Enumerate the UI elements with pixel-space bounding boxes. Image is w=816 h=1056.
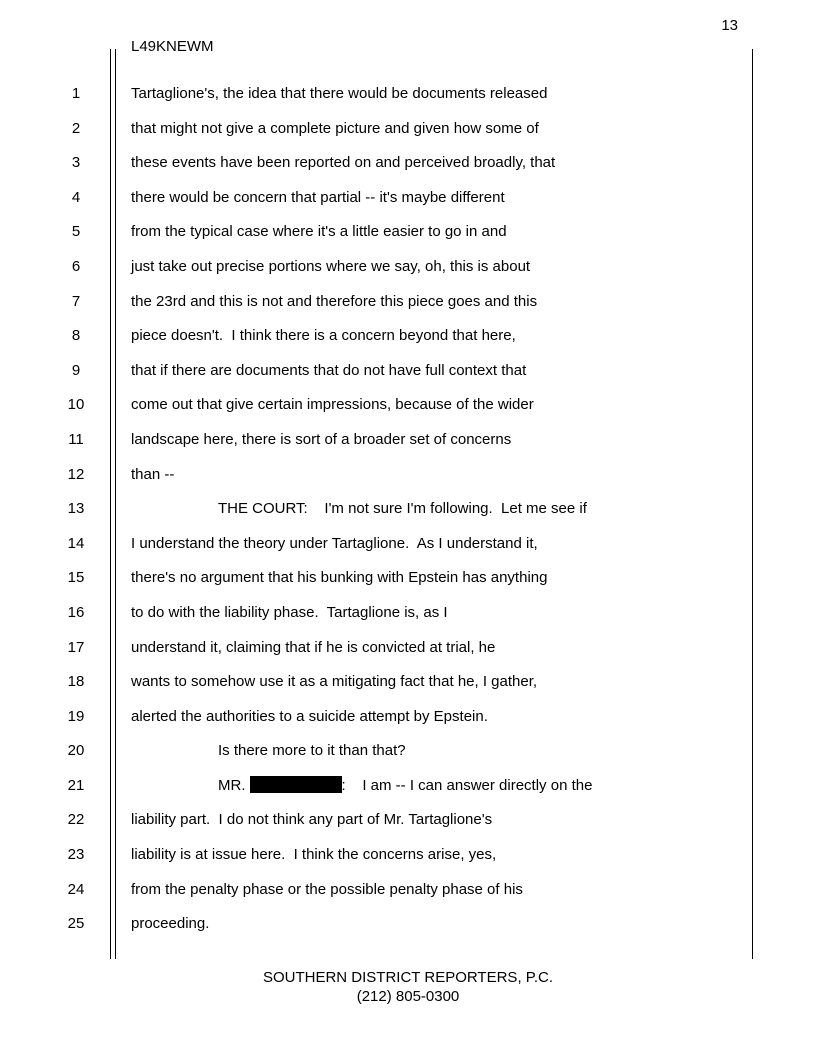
line-number: 24 [67, 880, 85, 898]
line-text: to do with the liability phase. Tartaglione is, as I [131, 603, 448, 621]
transcript-line-12 [0, 465, 816, 500]
line-text: liability part. I do not think any part of Mr. Tartaglione's [131, 811, 493, 829]
line-number: 3 [71, 154, 81, 172]
line-text [218, 776, 592, 796]
line-number: 13 [67, 500, 85, 518]
line-number: 1 [71, 85, 81, 102]
line-text: from the penalty phase or the possible penalty phase of his [131, 880, 523, 898]
page-number: 13 [721, 17, 738, 34]
line-number: 25 [67, 915, 85, 933]
transcript-line-3 [0, 153, 816, 188]
transcript-line-9 [0, 361, 816, 396]
line-number: 18 [67, 673, 85, 691]
transcript-line-21 [0, 776, 816, 811]
line-number: 21 [67, 776, 85, 794]
transcript-line-18 [0, 672, 816, 707]
line-text: these events have been reported on and perceived broadly, that [131, 154, 556, 172]
line-text: proceeding. [131, 915, 210, 933]
line-number: 8 [71, 327, 81, 345]
transcript-line-16 [0, 603, 816, 638]
transcript-line-11 [0, 430, 816, 465]
line-number: 22 [67, 811, 85, 829]
footer-reporter-name: SOUTHERN DISTRICT REPORTERS, P.C. [262, 969, 554, 986]
transcript-line-14 [0, 534, 816, 569]
transcript-line-4 [0, 188, 816, 223]
footer [0, 968, 816, 1006]
line-number: 4 [71, 188, 81, 206]
line-text: that might not give a complete picture and given how some of [131, 119, 539, 137]
line-number: 11 [68, 430, 84, 448]
line-text: wants to somehow use it as a mitigating fact that he, I gather, [131, 673, 538, 691]
line-text: the 23rd and this is not and therefore this piece goes and this [131, 292, 538, 310]
line-text: than -- [131, 465, 175, 483]
line-number: 16 [67, 603, 85, 621]
transcript-line-2 [0, 119, 816, 154]
transcript-line-13 [0, 499, 816, 534]
line-text: Is there more to it than that? [218, 742, 406, 760]
transcript-line-20 [0, 741, 816, 776]
transcript-line-10 [0, 395, 816, 430]
line-number: 10 [67, 396, 85, 414]
transcript-line-8 [0, 326, 816, 361]
footer-phone: (212) 805-0300 [356, 988, 460, 1005]
line-number: 19 [67, 707, 85, 725]
speaker-remark: : I am -- I can answer directly on the [341, 776, 593, 794]
line-text: liability is at issue here. I think the concerns arise, yes, [131, 846, 497, 864]
redaction-block [250, 776, 342, 793]
line-number: 15 [67, 569, 85, 587]
line-text: piece doesn't. I think there is a concern beyond that here, [131, 327, 516, 345]
line-text: THE COURT: I'm not sure I'm following. Let me see if [218, 500, 587, 518]
transcript-line-15 [0, 568, 816, 603]
transcript-line-6 [0, 257, 816, 292]
line-number: 17 [67, 638, 85, 656]
line-number: 14 [67, 534, 85, 552]
line-text: from the typical case where it's a little easier to go in and [131, 223, 507, 241]
transcript-line-25 [0, 914, 816, 949]
transcript-line-7 [0, 292, 816, 327]
line-number: 23 [67, 846, 85, 864]
line-number: 7 [71, 292, 81, 310]
transcript-line-1 [0, 84, 816, 119]
line-number: 12 [67, 465, 85, 483]
transcript-line-24 [0, 880, 816, 915]
case-code: L49KNEWM [131, 38, 214, 55]
transcript-line-22 [0, 810, 816, 845]
transcript-line-17 [0, 638, 816, 673]
line-text: alerted the authorities to a suicide attempt by Epstein. [131, 707, 488, 725]
line-number: 9 [71, 361, 81, 379]
line-number: 6 [71, 257, 81, 275]
line-text: just take out precise portions where we say, oh, this is about [131, 257, 531, 275]
line-text: there would be concern that partial -- it's maybe different [131, 188, 505, 206]
transcript-line-5 [0, 222, 816, 257]
line-number: 5 [71, 223, 81, 241]
line-text: landscape here, there is sort of a broader set of concerns [131, 430, 512, 448]
line-text: come out that give certain impressions, because of the wider [131, 396, 534, 414]
speaker-label: MR. [218, 776, 246, 794]
line-text: understand it, claiming that if he is convicted at trial, he [131, 638, 496, 656]
line-text: Tartaglione's, the idea that there would be documents released [131, 85, 548, 102]
line-text: there's no argument that his bunking with Epstein has anything [131, 569, 548, 587]
line-text: I understand the theory under Tartaglione. As I understand it, [131, 534, 538, 552]
transcript-lines [0, 84, 816, 949]
line-number: 2 [71, 119, 81, 137]
transcript-line-19 [0, 707, 816, 742]
transcript-line-23 [0, 845, 816, 880]
line-text: that if there are documents that do not have full context that [131, 361, 527, 379]
line-number: 20 [67, 742, 85, 760]
